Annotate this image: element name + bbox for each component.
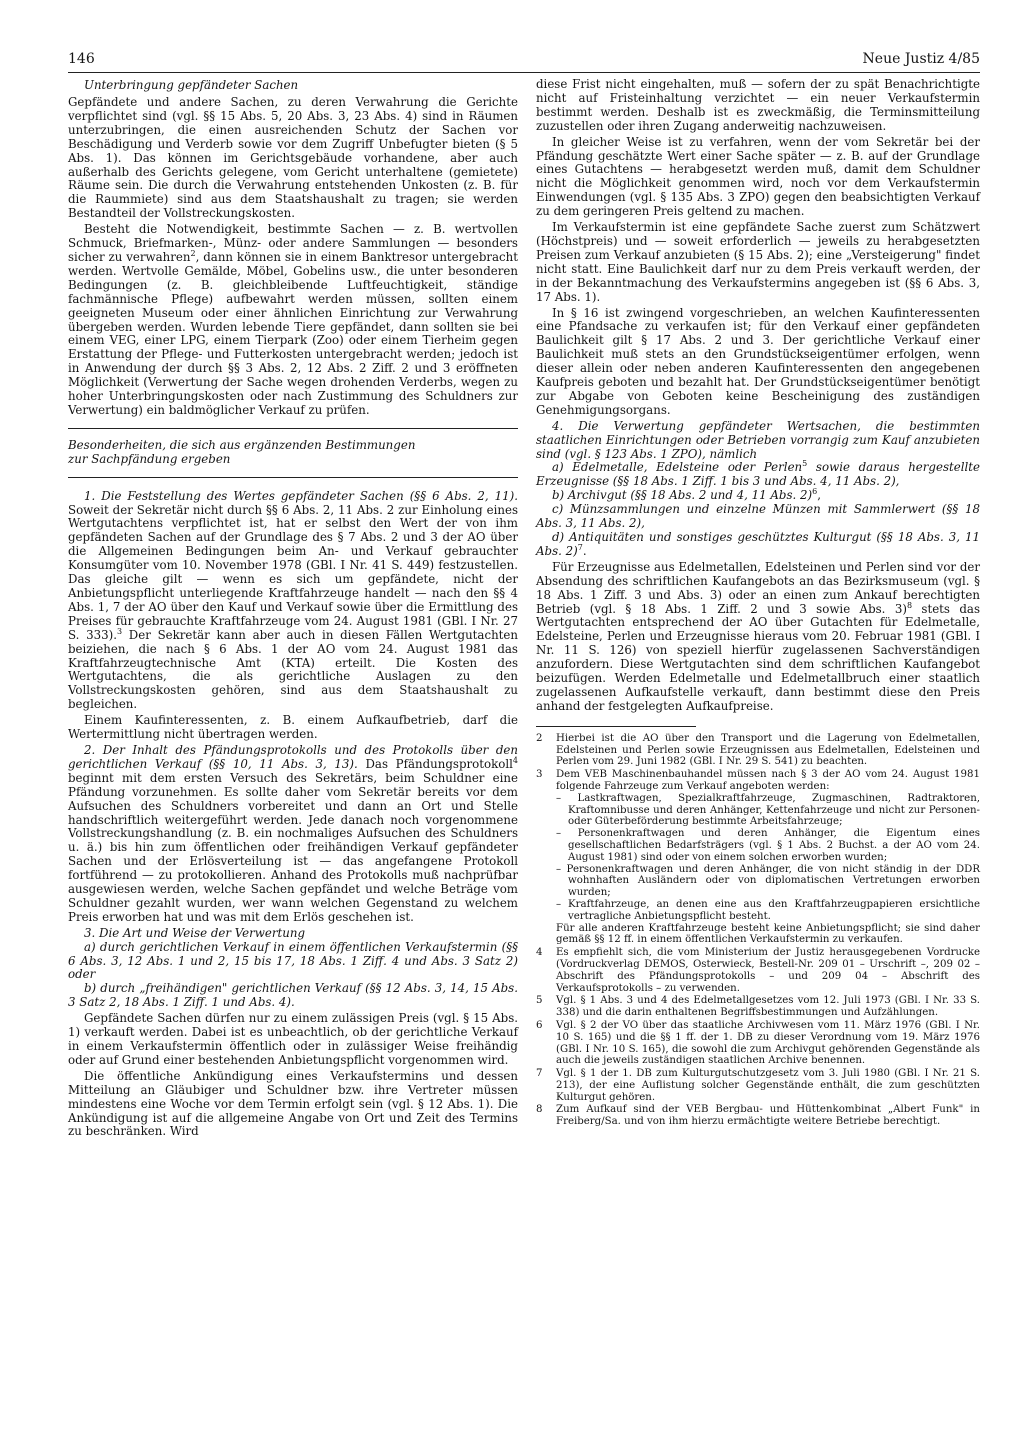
footnote-list-item: – Personenkraftwagen und deren Anhänger, die Eigentum eines gesellschaftlichen Bedarfsträgers (vgl. § 1 Abs. 2 Buchst. a der AO vom 24. August 1981) sind oder von einem solchen erworben wurden; <box>556 828 980 863</box>
subheading: 2. Der Inhalt des Pfändungsprotokolls und des Protokolls über den gerichtlichen Verkauf (§§ 10, 11 Abs. 3, 13). <box>68 742 518 771</box>
paragraph: Gepfändete Sachen dürfen nur zu einem zulässigen Preis (vgl. § 15 Abs. 1) verkauft werden. Dabei ist es unbeachtlich, ob der gerichtliche Verkauf in einem Verkaufstermin öffentlich oder in zulässiger Weise freihändig oder auf Grund einer bestehenden Anbietungspflicht vorgenommen wird. <box>68 1011 518 1067</box>
list-item-text: a) durch gerichtlichen Verkauf in einem öffentlichen Verkaufstermin (§§ 6 Abs. 3, 12 Abs. 1 und 2, 15 bis 17, 18 Abs. 1 Ziff. 4 und Abs. 3 Satz 2) oder <box>68 939 518 982</box>
section-heading-besonderheiten <box>68 428 518 478</box>
footnote-ref: 3 <box>116 626 123 636</box>
footnote-text: Zum Aufkauf sind der VEB Bergbau- und Hüttenkombinat „Albert Funk" in Freiberg/Sa. und von ihm hierzu ermächtigte weitere Betriebe berechtigt. <box>556 1104 980 1128</box>
footnote <box>536 1020 980 1067</box>
text: Das Pfändungsprotokoll <box>357 756 513 771</box>
list-item <box>536 503 980 531</box>
paragraph <box>68 490 518 713</box>
list-item-text: b) Archivgut (§§ 18 Abs. 2 und 4, 11 Abs. 2) <box>552 488 813 503</box>
list-item <box>536 461 980 489</box>
text: Besteht die Notwendigkeit, bestimmte Sachen — z. B. wertvollen Schmuck, Briefmarken-, Münz- oder andere Sammlungen — besonders sicher zu verwahren <box>68 222 518 264</box>
footnote-divider <box>536 726 696 727</box>
paragraph <box>68 744 518 925</box>
subheading: 1. Die Feststellung des Wertes gepfändeter Sachen (§§ 6 Abs. 2, 11). <box>84 488 518 503</box>
paragraph: In § 16 ist zwingend vorgeschrieben, an welchen Kaufinteressenten eine Pfandsache zu verkaufen ist; für den Verkauf einer gepfändeten Baulichkeit gilt § 17 Abs. 2 und 3. Der gerichtliche Verkauf einer Baulichkeit muß stets an den Grundstückseigentümer erfolgen, wenn dieser allein oder neben anderen Kaufinteressenten den angegebenen Kaufpreis geboten und bezahlt hat. Der Grundstückseigentümer benötigt zur Abgabe von Geboten keine Bescheinigung des zuständigen Genehmigungsorgans. <box>536 305 980 417</box>
text: Der Sekretär kann aber auch in diesen Fällen Wertgutachten beiziehen, die nach § 6 Abs. 1 der AO vom 24. August 1981 das Kraftfahrzeugtechnische Amt (KTA) erteilt. Die Kosten des Wertgutachtens, die als gerichtliche Auslagen zu den Vollstreckungskosten gehören, sind aus dem Staatshaushalt zu begleichen. <box>68 627 518 712</box>
list-item-text: sowie daraus hergestellte Erzeugnisse (§§ 18 Abs. 1 Ziff. 1 bis 3 und Abs. 4, 11 Abs. 2), <box>536 460 980 489</box>
footnote-text: Es empfiehlt sich, die vom Ministerium der Justiz herausgegebenen Vordrucke (Vordruckverlag DEMOS, Osterwieck, Bestell-Nr. 209 01 – Urschrift –, 209 02 – Abschrift des Pfändungsprotokolls – und 209 04 – Abschrift des Verkaufsprotokolls – zu verwenden. <box>556 947 980 994</box>
footnote-number: 3 <box>536 769 543 781</box>
footnote <box>536 947 980 994</box>
left-column <box>68 78 518 1139</box>
list-item <box>68 941 518 983</box>
list-item-text: c) Münzsammlungen und einzelne Münzen mit Sammlerwert (§§ 18 Abs. 3, 11 Abs. 2), <box>536 502 980 531</box>
list-item-text: b) durch „freihändigen" gerichtlichen Verkauf (§§ 12 Abs. 3, 14, 15 Abs. 3 Satz 2, 18 Abs. 1 Ziff. 1 und Abs. 4). <box>68 981 518 1010</box>
paragraph: Im Verkaufstermin ist eine gepfändete Sache zuerst zum Schätzwert (Höchstpreis) und — soweit erforderlich — jeweils zu herabgesetzten Preisen zum Verkauf anzubieten (§ 15 Abs. 2); eine „Versteigerung" findet nicht statt. Eine Baulichkeit darf nur zu dem Preis verkauft werden, der in der Bekanntmachung des Verkaufstermins angegeben ist (§§ 6 Abs. 3, 17 Abs. 1). <box>536 220 980 304</box>
footnote-text: Hierbei ist die AO über den Transport und die Lagerung von Edelmetallen, Edelsteinen und Perlen sowie Erzeugnissen aus Edelmetallen, Edelsteinen und Perlen vom 29. Juni 1982 (GBl. I Nr. 29 S. 541) zu beachten. <box>556 732 980 768</box>
footnote-number: 6 <box>536 1019 543 1031</box>
footnote-ref: 8 <box>906 600 913 610</box>
footnote-ref: 7 <box>577 542 583 552</box>
paragraph: Die öffentliche Ankündigung eines Verkaufstermins und dessen Mitteilung an Gläubiger und Schuldner bzw. ihre Vertreter müssen mindestens eine Woche vor dem Termin erfolgt sein (vgl. § 12 Abs. 1). Die Ankündigung ist auf die allgemeine Angabe von Ort und Zeit des Termins zu beschränken. Wird <box>68 1068 518 1139</box>
paragraph: diese Frist nicht eingehalten, muß — sofern der zu spät Benachrichtigte nicht auf Fristeinhaltung verzichtet — ein neuer Verkaufstermin bestimmt werden. Deshalb ist es zweckmäßig, die Terminsmitteilung zuzustellen oder ihren Zugang anderweitig nachzuweisen. <box>536 77 980 133</box>
footnote <box>536 1068 980 1103</box>
paragraph <box>536 561 980 714</box>
footnote <box>536 769 980 946</box>
text: Für Erzeugnisse aus Edelmetallen, Edelsteinen und Perlen sind vor der Absendung des schriftlichen Kaufangebots an das Bezirksmuseum (vgl. § 18 Abs. 1 Ziff. 3 und Abs. 3) oder an einen zum Ankauf berechtigten Betrieb (vgl. § 18 Abs. 1 Ziff. 2 und 3 sowie Abs. 3) <box>536 559 980 616</box>
footnote-ref: 2 <box>190 249 196 259</box>
page-header <box>68 50 980 73</box>
text: beginnt mit dem ersten Versuch des Sekretärs, beim Schuldner eine Pfändung vorzunehmen. Es sollte daher vom Sekretär bereits vor dem Aufsuchen des Schuldners vorbereitet und dann an Ort und Stelle handschriftlich weitergeführt werden. Jede danach noch vorgenommene Vollstreckungshandlung (z. B. ein nochmaliges Aufsuchen des Schuldners u. ä.) bis hin zum öffentlichen oder freihändigen Verkauf gepfändeter Sachen und der Erlösverteilung ist — das angefangene Protokoll fortführend — zu protokollieren. Anhand des Protokolls muß nachprüfbar ausgewiesen werden, welche Sachen gepfändet und welche Beträge vom Schuldner gezahlt wurden, wer wann welchen Gegenstand zu welchem Preis erworben hat und was mit dem Erlös geschehen ist. <box>68 770 518 924</box>
subheading-text: 4. Die Verwertung gepfändeter Wertsachen, die bestimmten staatlichen Einrichtungen oder Betrieben vorrangig zum Kauf anzubieten sind (vgl. § 123 Abs. 1 ZPO), nämlich <box>536 418 980 461</box>
paragraph: In gleicher Weise ist zu verfahren, wenn der vom Sekretär bei der Pfändung geschätzte Wert einer Sache später — z. B. auf der Grundlage eines Gutachtens — herabgesetzt werden muß, damit dem Schuldner nicht die Möglichkeit genommen wird, noch vor dem Verkaufstermin Einwendungen (vgl. § 135 Abs. 3 ZPO) gegen den beabsichtigten Verkauf zu dem geringeren Preis geltend zu machen. <box>536 134 980 219</box>
page-number: 146 <box>68 51 95 67</box>
footnote-number: 4 <box>536 947 543 959</box>
list-item-text: a) Edelmetalle, Edelsteine oder Perlen <box>552 460 803 475</box>
footnote-number: 8 <box>536 1104 543 1116</box>
footnote-number: 2 <box>536 732 543 744</box>
list-item <box>68 982 518 1010</box>
paragraph: Einem Kaufinteressenten, z. B. einem Aufkaufbetrieb, darf die Wertermittlung nicht übertragen werden. <box>68 713 518 742</box>
subheading-text: 3. Die Art und Weise der Verwertung <box>84 925 306 940</box>
footnote-list-item: – Kraftfahrzeuge, an denen eine aus den Kraftfahrzeugpapieren ersichtliche vertragliche Anbietungspflicht besteht. <box>556 898 980 922</box>
list-item <box>536 489 980 503</box>
section-heading-line: Besonderheiten, die sich aus ergänzenden Bestimmungen <box>68 437 416 452</box>
footnote <box>536 1104 980 1128</box>
footnote-ref: 5 <box>802 459 808 469</box>
subheading <box>536 420 980 462</box>
footnote-number: 7 <box>536 1068 543 1080</box>
footnote-text: Für alle anderen Kraftfahrzeuge besteht keine Anbietungspflicht; sie sind daher gemäß §§ 12 ff. in einem öffentlichen Verkaufstermin zu verkaufen. <box>556 922 980 946</box>
subheading <box>68 927 518 941</box>
list-item-text: d) Antiquitäten und sonstiges geschütztes Kulturgut (§§ 18 Abs. 3, 11 Abs. 2) <box>536 530 980 558</box>
footnote-list-item: – Lastkraftwagen, Spezialkraftfahrzeuge, Zugmaschinen, Radtraktoren, Kraftomnibusse und deren Anhänger, Kettenfahrzeuge und nicht zur Personen- oder Güterbeförderung bestimmte Arbeitsfahrzeuge; <box>556 792 980 828</box>
footnote <box>536 733 980 768</box>
text: , dann können sie in einem Banktresor untergebracht werden. Wertvolle Gemälde, Möbel, Gobelins usw., die unter besonderen Bedingungen (z. B. gleichbleibende Luftfeuchtigkeit, ständige fachmännische Pflege) aufbewahrt werden müssen, sollten einem geeigneten Museum oder einer ähnlichen Einrichtung zur Verwahrung übergeben werden. Wurden lebende Tiere gepfändet, dann sollten sie bei einem VEG, einer LPG, einem Tierpark (Zoo) oder einem Tierheim gegen Erstattung der Pflege- und Futterkosten untergebracht werden; jedoch ist in Anwendung der durch §§ 3 Abs. 2, 12 Abs. 2 Ziff. 2 und 3 eröffneten Möglichkeit (Verwertung der Sache wegen drohenden Verderbs, wegen zu hoher Unterbringungskosten oder nach Zustimmung des Schuldners zur Verwertung) ein baldmöglicher Verkauf zu prüfen. <box>68 249 518 417</box>
footnote-text: Vgl. § 1 Abs. 3 und 4 des Edelmetallgesetzes vom 12. Juli 1973 (GBl. I Nr. 33 S. 338) und die darin enthaltenen Begriffsbestimmungen und Aufzählungen. <box>556 995 980 1019</box>
paragraph <box>68 223 518 418</box>
footnote-text: Dem VEB Maschinenbauhandel müssen nach § 3 der AO vom 24. August 1981 folgende Fahrzeuge zum Verkauf angeboten werden: <box>556 769 980 792</box>
footnote-ref: 4 <box>512 755 518 765</box>
text: stets das Wertgutachten entsprechend der AO über Gutachten für Edelmetalle, Edelsteine, Perlen und Erzeugnisse hieraus vom 20. Februar 1981 (GBl. I Nr. 11 S. 126) von speziell hierfür zugelassenen Sachverständigen anzufordern. Diese Wertgutachten sind dem schriftlichen Kaufangebot beizufügen. Werden Edelmetalle und Edelmetallbruch einer staatlich zugelassenen Aufkaufstelle verkauft, dann bestimmt diese den Preis anhand der festgelegten Aufkaufpreise. <box>536 601 980 713</box>
footnote-list-item: – Personenkraftwagen und deren Anhänger, die von nicht ständig in der DDR wohnhaften Ausländern oder von diplomatischen Vertretungen erworben wurden; <box>556 863 980 899</box>
footnote-text: Vgl. § 2 der VO über das staatliche Archivwesen vom 11. März 1976 (GBl. I Nr. 10 S. 165) und die §§ 1 ff. der 1. DB zu dieser Verordnung vom 19. März 1976 (GBl. I Nr. 10 S. 165), die sowohl die zum Archivgut gehörenden Gegenstände als auch die jeweils zuständigen staatlichen Archive benennen. <box>556 1019 980 1067</box>
journal-title: Neue Justiz 4/85 <box>862 51 980 67</box>
text: Soweit der Sekretär nicht durch §§ 6 Abs. 2, 11 Abs. 2 zur Einholung eines Wertgutachtens verpflichtet ist, hat er selbst den Wert der von ihm gepfändeten Sachen auf der Grundlage des § 7 Abs. 2 und 3 der AO über die Allgemeinen Bedingungen beim An- und Verkauf gebrauchter Konsumgüter vom 10. November 1978 (GBl. I Nr. 41 S. 449) festzustellen. Das gleiche gilt — wenn es sich um gepfändete, nicht der Anbietungspflicht unterliegende Kraftfahrzeuge handelt — nach den §§ 4 Abs. 1, 7 der AO über den Kauf und Verkauf sowie über die Ermittlung des Preises für gebrauchte Kraftfahrzeuge vom 24. August 1981 (GBl. I Nr. 27 S. 333). <box>68 502 518 642</box>
footnote <box>536 995 980 1019</box>
text: . <box>582 543 587 558</box>
footnote-ref: 6 <box>812 487 818 497</box>
section-heading-line: zur Sachpfändung ergeben <box>68 451 231 466</box>
text: , <box>817 488 821 503</box>
heading-unterbringung: Unterbringung gepfändeter Sachen <box>84 78 299 92</box>
footnote-number: 5 <box>536 995 543 1007</box>
paragraph: Gepfändete und andere Sachen, zu deren Verwahrung die Gerichte verpflichtet sind (vgl. §§ 15 Abs. 5, 20 Abs. 3, 23 Abs. 4) sind in Räumen unterzubringen, die einen ausreichenden Schutz der Sachen vor Beschädigung und Verderb sowie vor dem Zugriff Unbefugter bieten (§ 5 Abs. 1). Das können im Gerichtsgebäude vorhandene, aber auch außerhalb des Gerichts gelegene, vom Gericht unterhaltene (gemietete) Räume sein. Die durch die Verwahrung entstehenden Unkosten (z. B. für die Raummiete) sind aus dem Staatshaushalt zu tragen; sie werden Bestandteil der Vollstreckungskosten. <box>68 95 518 221</box>
footnote-text: Vgl. § 1 der 1. DB zum Kulturgutschutzgesetz vom 3. Juli 1980 (GBl. I Nr. 21 S. 213), der eine Auflistung solcher Gegenstände enthält, die zum geschützten Kulturgut gehören. <box>556 1068 980 1103</box>
list-item <box>536 531 980 559</box>
right-column <box>536 78 980 1128</box>
